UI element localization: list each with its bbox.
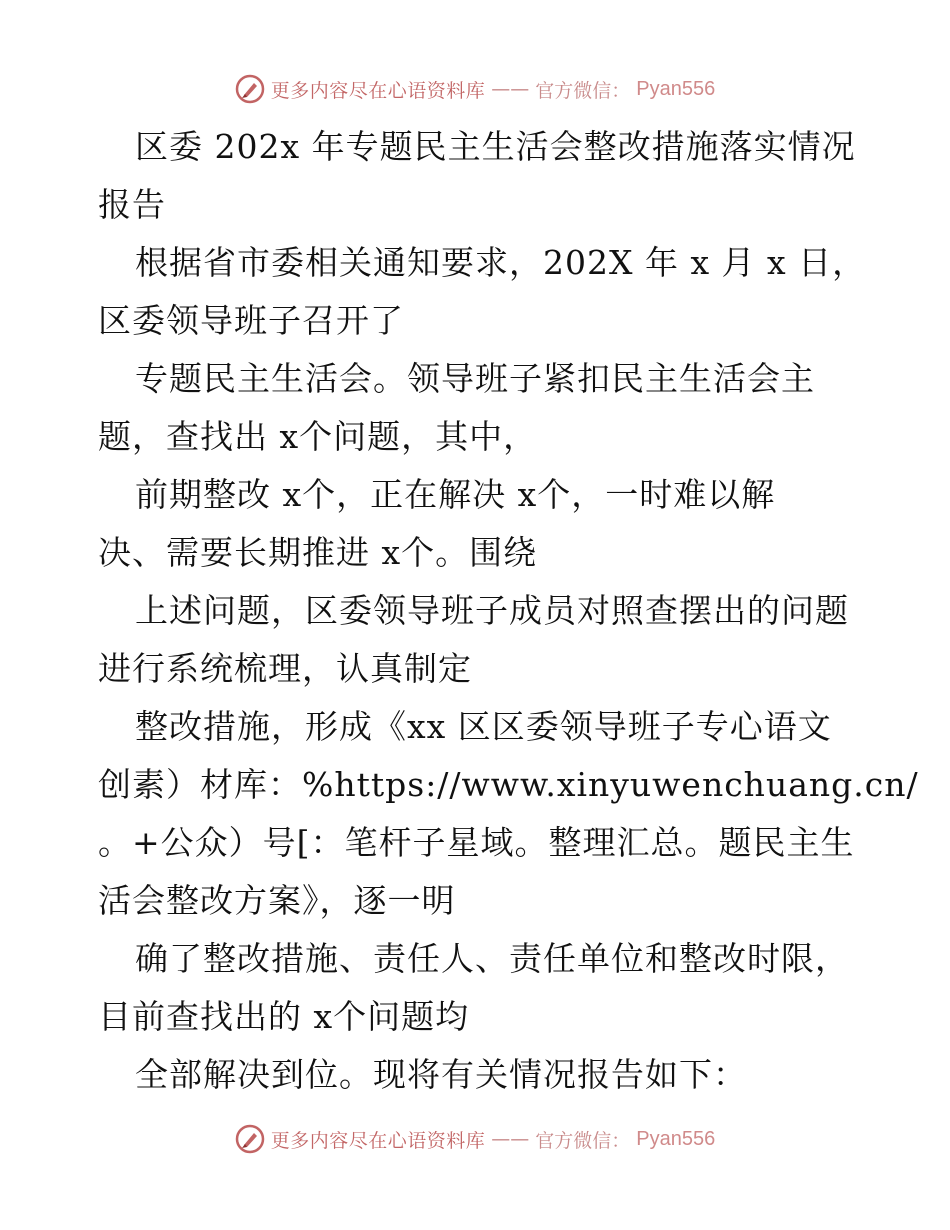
paragraph-line: 活会整改方案》，逐一明	[98, 881, 456, 920]
paragraph-line: 专题民主生活会。领导班子紧扣民主生活会主	[135, 359, 815, 398]
paragraph-line: 全部解决到位。现将有关情况报告如下：	[135, 1055, 747, 1094]
document-title-line: 报告	[98, 185, 166, 224]
paragraph-line: 目前查找出的 x个问题均	[98, 997, 470, 1036]
document-title-line: 区委 202x 年专题民主生活会整改措施落实情况	[135, 127, 856, 166]
paragraph-line: 整改措施，形成《xx 区区委领导班子专心语文	[135, 707, 832, 746]
paragraph-line: 题，查找出 x个问题，其中，	[98, 417, 538, 456]
paragraph-line: 进行系统梳理，认真制定	[98, 649, 472, 688]
paragraph-line: 确了整改措施、责任人、责任单位和整改时限，	[135, 939, 849, 978]
paragraph-line: 区委领导班子召开了	[98, 301, 404, 340]
watermark-wechat-id: Pyan556	[636, 1127, 716, 1150]
footer-watermark	[0, 1124, 950, 1154]
paragraph-line: 。+公众）号[：笔杆子星域。整理汇总。题民主生	[98, 823, 855, 862]
watermark-brand: 更多内容尽在心语资料库	[270, 1129, 486, 1152]
paragraph-line: 根据省市委相关通知要求，202X 年 x 月 x 日，	[135, 243, 867, 282]
header-watermark	[0, 74, 950, 104]
watermark-label: 官方微信：	[535, 79, 631, 102]
paragraph-line: 决、需要长期推进 x个。围绕	[98, 533, 538, 572]
document-body	[98, 118, 919, 1104]
paragraph-line: 前期整改 x个，正在解决 x个，一时难以解	[135, 475, 776, 514]
watermark-separator: ——	[491, 78, 530, 100]
watermark-brand: 更多内容尽在心语资料库	[270, 79, 486, 102]
paragraph-line: 上述问题，区委领导班子成员对照查摆出的问题	[135, 591, 849, 630]
pen-nib-logo-icon	[235, 74, 265, 104]
watermark-separator: ——	[491, 1128, 530, 1150]
watermark-wechat-id: Pyan556	[636, 77, 716, 100]
watermark-label: 官方微信：	[535, 1129, 631, 1152]
paragraph-line: 创素）材库：%https://www.xinyuwenchuang.cn/	[98, 765, 919, 804]
pen-nib-logo-icon	[235, 1124, 265, 1154]
